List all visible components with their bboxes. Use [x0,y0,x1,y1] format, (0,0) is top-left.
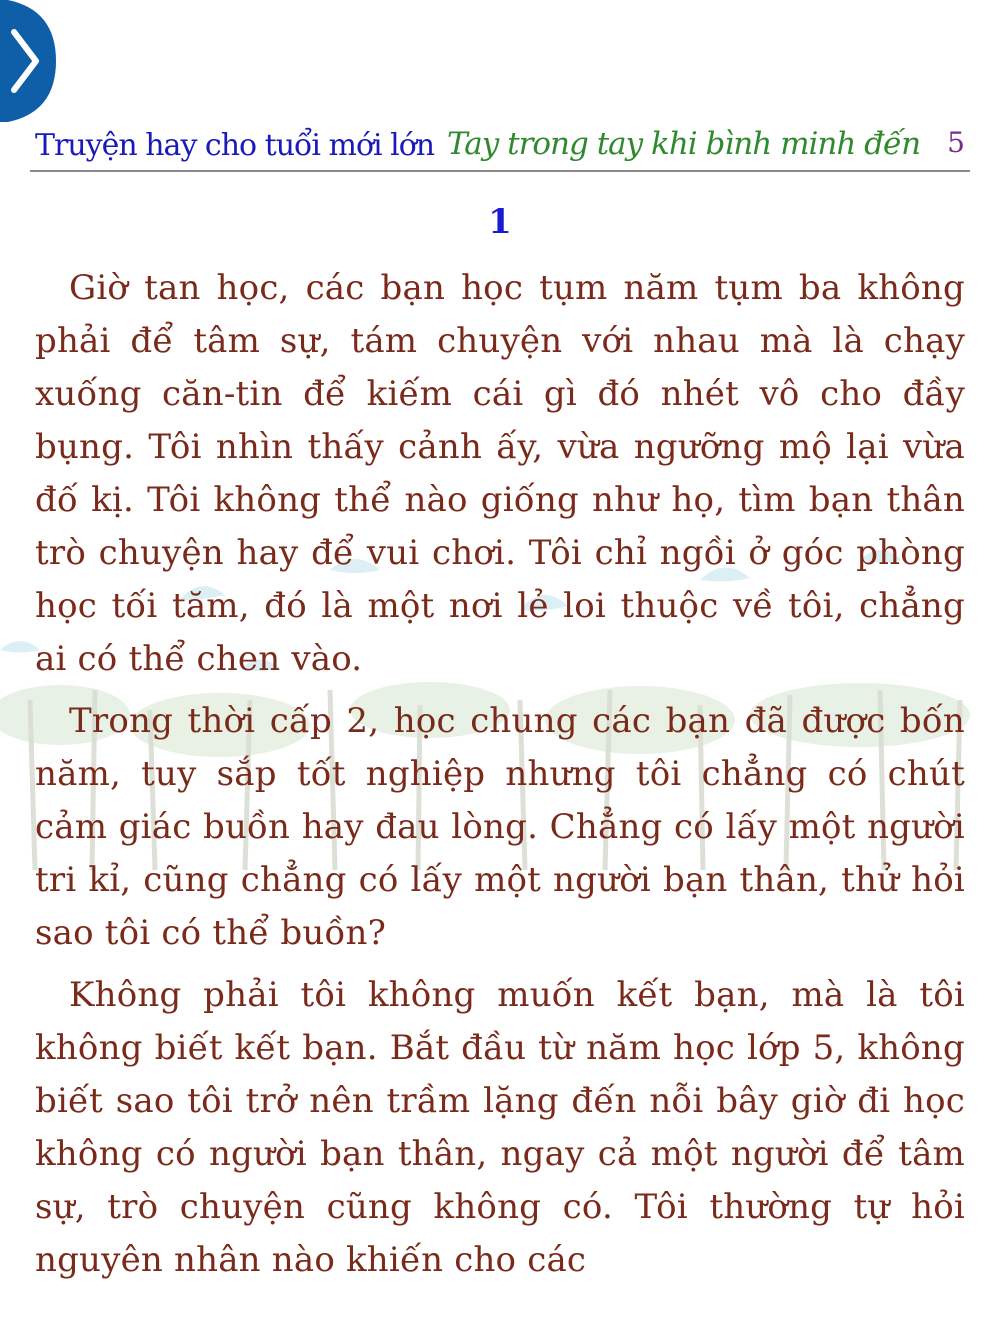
chevron-right-icon[interactable] [0,0,58,122]
page-header [30,118,970,172]
paragraph: Không phải tôi không muốn kết bạn, mà là tôi không biết kết bạn. Bắt đầu từ năm học lớp 5, không biết sao tôi trở nên trầm lặng đến nỗi bây giờ đi học không có người bạn thân, ngay cả một người để tâm sự, trò chuyện cũng không có. Tôi thường tự hỏi nguyên nhân nào khiến cho các [35,975,965,1280]
book-title: Tay trong tay khi bình minh đến [447,126,921,162]
header-divider [30,170,970,172]
chapter-number: 1 [488,202,512,242]
paragraph: Trong thời cấp 2, học chung các bạn đã được bốn năm, tuy sắp tốt nghiệp nhưng tôi chẳng có chút cảm giác buồn hay đau lòng. Chẳng có lấy một người tri kỉ, cũng chẳng có lấy một người bạn thân, thử hỏi sao tôi có thể buồn? [35,701,965,953]
paragraph: Giờ tan học, các bạn học tụm năm tụm ba không phải để tâm sự, tám chuyện với nhau mà là chạy xuống căn-tin để kiếm cái gì đó nhét vô cho đầy bụng. Tôi nhìn thấy cảnh ấy, vừa ngưỡng mộ lại vừa đố kị. Tôi không thể nào giống như họ, tìm bạn thân trò chuyện hay để vui chơi. Tôi chỉ ngồi ở góc phòng học tối tăm, đó là một nơi lẻ loi thuộc về tôi, chẳng ai có thể chen vào. [35,268,965,679]
series-title: Truyện hay cho tuổi mới lớn [35,128,435,163]
body-text [35,262,965,1287]
page-number: 5 [947,126,965,159]
